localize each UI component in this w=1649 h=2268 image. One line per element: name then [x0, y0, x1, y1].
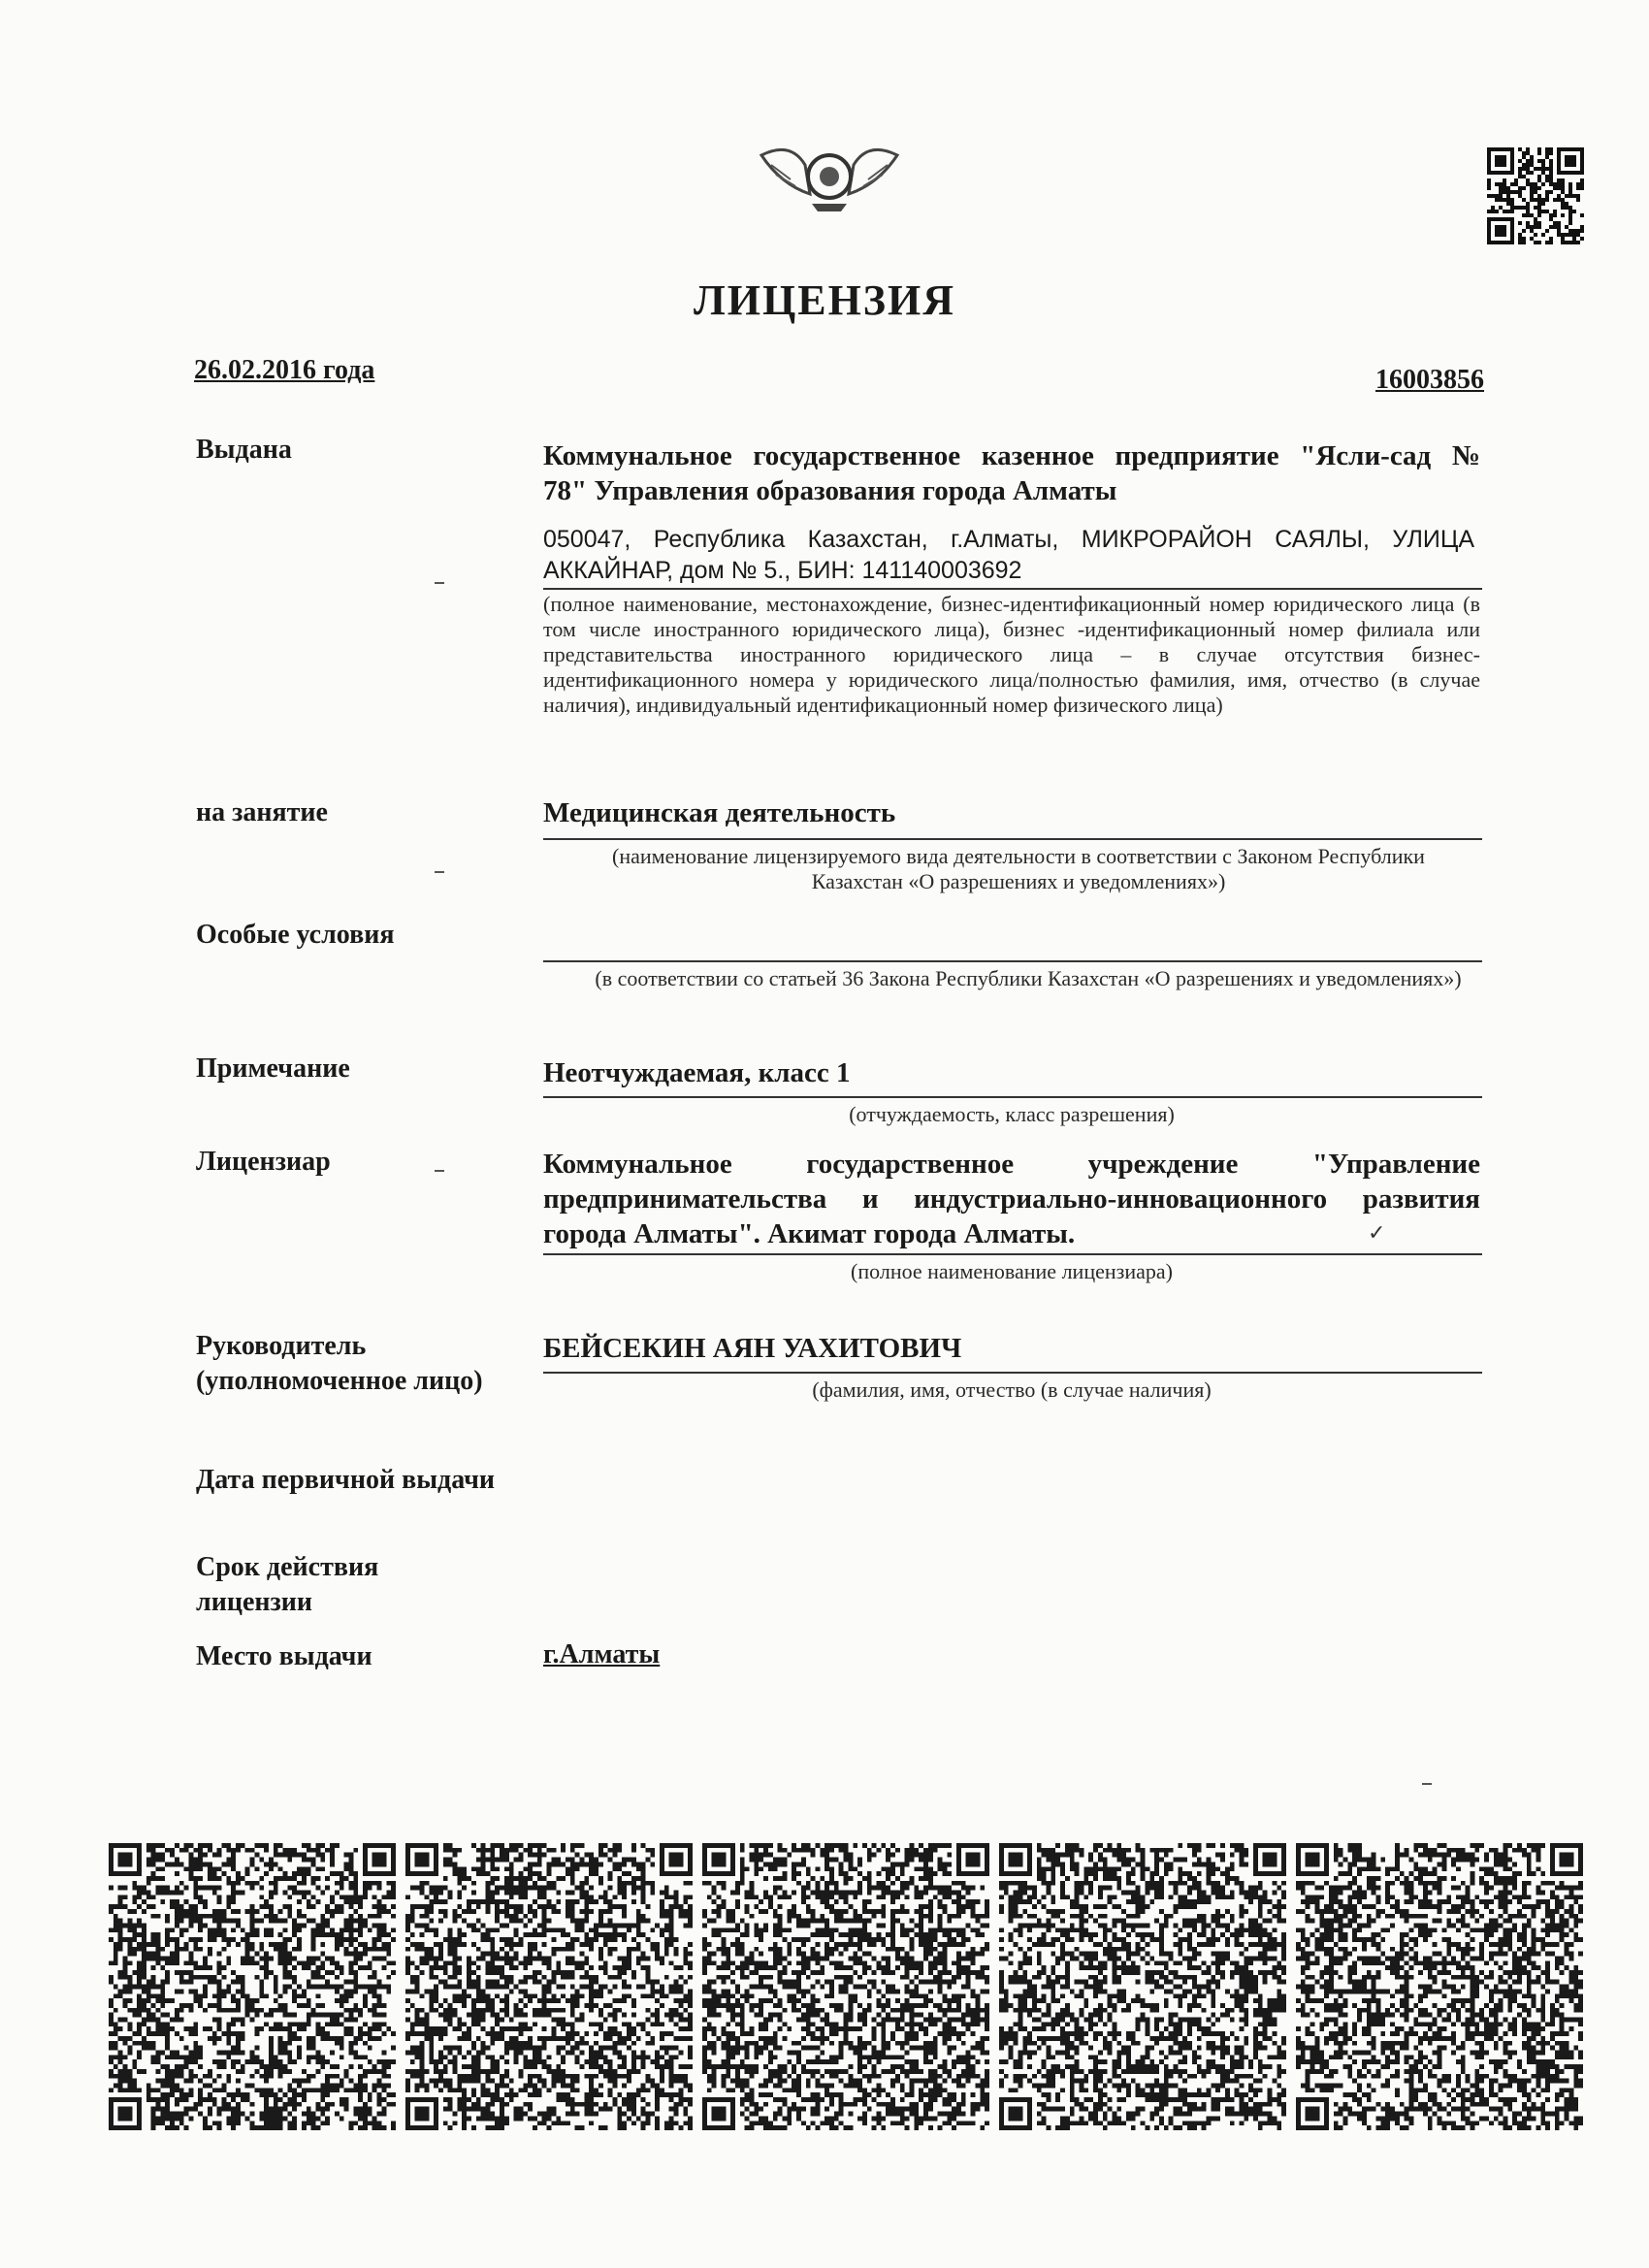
qr-code-icon	[999, 1843, 1286, 2130]
state-emblem-icon	[752, 136, 907, 213]
activity-value: Медицинская деятельность	[543, 797, 896, 828]
remark-value: Неотчуждаемая, класс 1	[543, 1057, 851, 1088]
scan-mark	[435, 871, 444, 873]
qr-code-icon	[405, 1843, 693, 2130]
validity-label-line1: Срок действия	[196, 1552, 379, 1582]
document-title: ЛИЦЕНЗИЯ	[693, 276, 956, 324]
remark-note: (отчуждаемость, класс разрешения)	[849, 1102, 1175, 1126]
issued-to-line1: Коммунальное государственное казенное предприятие "Ясли-сад №	[543, 440, 1480, 471]
licensor-rule	[543, 1253, 1482, 1255]
checkmark-icon: ✓	[1368, 1220, 1386, 1245]
activity-label: на занятие	[196, 797, 328, 827]
issued-to-address-line1: 050047, Республика Казахстан, г.Алматы, МИКРОРАЙОН САЯЛЫ, УЛИЦА	[543, 526, 1474, 553]
remark-rule	[543, 1096, 1482, 1098]
issued-to-line2: 78" Управления образования города Алматы	[543, 475, 1117, 506]
head-label-line1: Руководитель	[196, 1331, 367, 1361]
qr-code-icon	[702, 1843, 989, 2130]
remark-label: Примечание	[196, 1053, 350, 1084]
head-rule	[543, 1372, 1482, 1374]
issued-to-label: Выдана	[196, 435, 292, 465]
scan-mark	[1422, 1783, 1432, 1785]
head-note: (фамилия, имя, отчество (в случае наличия)	[812, 1377, 1212, 1402]
licensor-note: (полное наименование лицензиара)	[851, 1259, 1173, 1283]
special-conditions-label: Особые условия	[196, 920, 395, 950]
activity-note: (наименование лицензируемого вида деятельности в соответствии с Законом Республики Казахстан «О разрешениях и уведомлениях»)	[612, 844, 1425, 893]
qr-code-row	[109, 1843, 1583, 2134]
special-conditions-note: (в соответствии со статьей 36 Закона Республики Казахстан «О разрешениях и уведомлениях»)	[595, 966, 1462, 990]
issued-to-note: (полное наименование, местонахождение, бизнес-идентификационный номер юридического лица (в том числе иностранного юридического лица), бизнес -идентификационный номер филиала или представительства иностранного юридического лица – в случае отсутствия бизнес-идентификационного номера у юридического лица/полностью фамилия, имя, отчество (в случае наличия), индивидуальный идентификационный номер физического лица)	[543, 592, 1480, 717]
qr-code-icon	[109, 1843, 396, 2130]
issued-to-rule	[543, 588, 1482, 590]
head-label-line2: (уполномоченное лицо)	[196, 1366, 483, 1396]
licensor-label: Лицензиар	[196, 1147, 331, 1177]
scan-mark	[435, 582, 444, 584]
license-number: 16003856	[1375, 365, 1484, 395]
scan-mark	[435, 1170, 444, 1172]
head-value: БЕЙСЕКИН АЯН УАХИТОВИЧ	[543, 1333, 962, 1364]
licensor-line2: предпринимательства и индустриально-инновационного развития	[543, 1183, 1480, 1215]
licensor-line3: города Алматы". Акимат города Алматы.	[543, 1218, 1076, 1249]
activity-rule	[543, 838, 1482, 840]
special-conditions-rule	[543, 960, 1482, 962]
validity-label-line2: лицензии	[196, 1587, 313, 1617]
qr-code-icon	[1487, 147, 1584, 244]
qr-code-icon	[1296, 1843, 1583, 2130]
issue-place-label: Место выдачи	[196, 1641, 372, 1671]
issue-date: 26.02.2016 года	[194, 355, 375, 385]
licensor-line1: Коммунальное государственное учреждение "Управление	[543, 1149, 1480, 1180]
first-issue-date-label: Дата первичной выдачи	[196, 1465, 496, 1495]
issue-place-value: г.Алматы	[543, 1639, 661, 1669]
issued-to-address-line2: АККАЙНАР, дом № 5., БИН: 141140003692	[543, 557, 1022, 584]
